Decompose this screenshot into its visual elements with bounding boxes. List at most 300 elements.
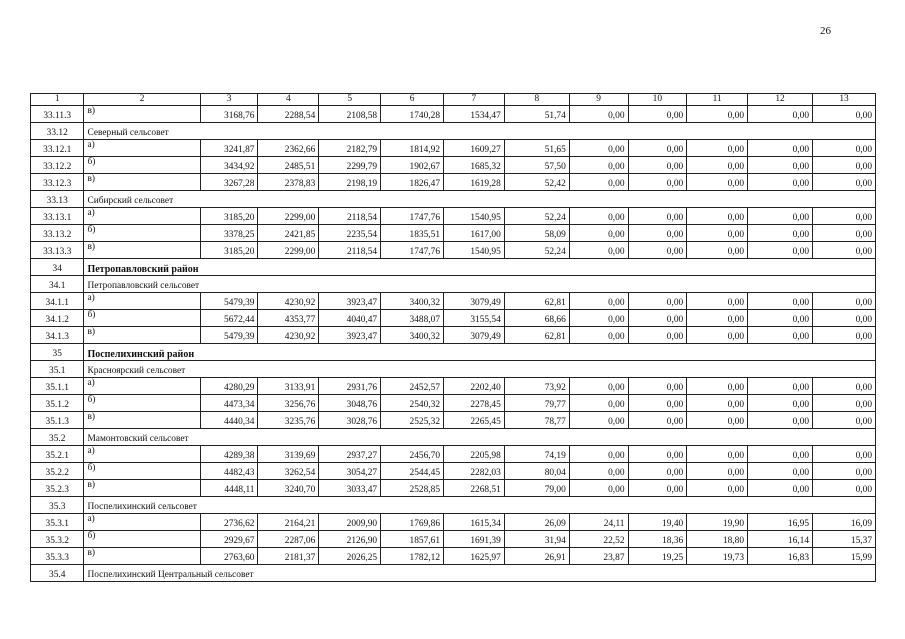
value-cell: 0,00 — [813, 463, 876, 480]
section-code: 35.2 — [31, 429, 84, 446]
value-cell: 68,66 — [504, 310, 569, 327]
section-name: Петропавловский район — [84, 259, 876, 276]
value-cell: 3241,87 — [200, 140, 258, 157]
column-header: 7 — [444, 94, 505, 106]
value-cell: 0,00 — [687, 480, 748, 497]
table-row — [31, 310, 876, 327]
value-cell: 31,94 — [504, 531, 569, 548]
row-code: 35.1.3 — [31, 412, 84, 429]
section-name: Сибирский сельсовет — [84, 191, 876, 208]
value-cell: 74,19 — [504, 446, 569, 463]
row-label: б) — [84, 157, 200, 174]
value-cell: 3139,69 — [258, 446, 319, 463]
value-cell: 1769,86 — [381, 514, 444, 531]
value-cell: 2026,25 — [319, 548, 381, 565]
value-cell: 1625,97 — [444, 548, 505, 565]
row-code: 35.3.2 — [31, 531, 84, 548]
value-cell: 0,00 — [628, 446, 687, 463]
value-cell: 0,00 — [748, 378, 813, 395]
value-cell: 0,00 — [569, 310, 628, 327]
value-cell: 5672,44 — [200, 310, 258, 327]
row-code: 35.2.2 — [31, 463, 84, 480]
table-row — [31, 225, 876, 242]
value-cell: 0,00 — [813, 310, 876, 327]
section-row — [31, 344, 876, 361]
value-cell: 80,04 — [504, 463, 569, 480]
value-cell: 4473,34 — [200, 395, 258, 412]
value-cell: 2205,98 — [444, 446, 505, 463]
value-cell: 24,11 — [569, 514, 628, 531]
value-cell: 3079,49 — [444, 293, 505, 310]
value-cell: 2282,03 — [444, 463, 505, 480]
value-cell: 52,24 — [504, 208, 569, 225]
value-cell: 2456,70 — [381, 446, 444, 463]
table-row — [31, 412, 876, 429]
value-cell: 0,00 — [569, 480, 628, 497]
value-cell: 0,00 — [628, 310, 687, 327]
value-cell: 0,00 — [628, 225, 687, 242]
value-cell: 0,00 — [813, 225, 876, 242]
row-code: 33.13.2 — [31, 225, 84, 242]
value-cell: 4482,43 — [200, 463, 258, 480]
value-cell: 3168,76 — [200, 106, 258, 123]
row-code: 33.12.3 — [31, 174, 84, 191]
value-cell: 0,00 — [569, 395, 628, 412]
value-cell: 3262,54 — [258, 463, 319, 480]
column-header: 2 — [84, 94, 200, 106]
value-cell: 4448,11 — [200, 480, 258, 497]
value-cell: 1835,51 — [381, 225, 444, 242]
value-cell: 2299,00 — [258, 208, 319, 225]
value-cell: 51,74 — [504, 106, 569, 123]
row-label: в) — [84, 174, 200, 191]
value-cell: 0,00 — [569, 378, 628, 395]
value-cell: 1609,27 — [444, 140, 505, 157]
value-cell: 22,52 — [569, 531, 628, 548]
value-cell: 2421,85 — [258, 225, 319, 242]
value-cell: 2164,21 — [258, 514, 319, 531]
value-cell: 0,00 — [748, 395, 813, 412]
section-code: 35 — [31, 344, 84, 361]
value-cell: 15,37 — [813, 531, 876, 548]
table-row — [31, 327, 876, 344]
value-cell: 4353,77 — [258, 310, 319, 327]
row-code: 34.1.2 — [31, 310, 84, 327]
value-cell: 4289,38 — [200, 446, 258, 463]
value-cell: 3488,07 — [381, 310, 444, 327]
section-name: Поспелихинский сельсовет — [84, 497, 876, 514]
value-cell: 0,00 — [628, 208, 687, 225]
row-label: а) — [84, 208, 200, 225]
value-cell: 0,00 — [748, 140, 813, 157]
value-cell: 19,40 — [628, 514, 687, 531]
value-cell: 0,00 — [748, 225, 813, 242]
value-cell: 0,00 — [813, 480, 876, 497]
value-cell: 2278,45 — [444, 395, 505, 412]
value-cell: 1540,95 — [444, 242, 505, 259]
value-cell: 0,00 — [748, 157, 813, 174]
value-cell: 0,00 — [813, 157, 876, 174]
value-cell: 0,00 — [628, 140, 687, 157]
value-cell: 0,00 — [748, 463, 813, 480]
value-cell: 2937,27 — [319, 446, 381, 463]
row-label: в) — [84, 106, 200, 123]
value-cell: 2268,51 — [444, 480, 505, 497]
row-code: 34.1.3 — [31, 327, 84, 344]
value-cell: 1691,39 — [444, 531, 505, 548]
value-cell: 18,80 — [687, 531, 748, 548]
value-cell: 3133,91 — [258, 378, 319, 395]
value-cell: 0,00 — [748, 412, 813, 429]
value-cell: 0,00 — [687, 157, 748, 174]
value-cell: 58,09 — [504, 225, 569, 242]
row-code: 35.1.1 — [31, 378, 84, 395]
section-row — [31, 276, 876, 293]
value-cell: 3048,76 — [319, 395, 381, 412]
value-cell: 1826,47 — [381, 174, 444, 191]
value-cell: 5479,39 — [200, 327, 258, 344]
value-cell: 2931,76 — [319, 378, 381, 395]
table-row — [31, 480, 876, 497]
value-cell: 0,00 — [569, 293, 628, 310]
value-cell: 0,00 — [748, 242, 813, 259]
value-cell: 2929,67 — [200, 531, 258, 548]
value-cell: 0,00 — [628, 242, 687, 259]
value-cell: 2265,45 — [444, 412, 505, 429]
value-cell: 0,00 — [628, 480, 687, 497]
row-label: б) — [84, 310, 200, 327]
row-label: а) — [84, 293, 200, 310]
value-cell: 3155,54 — [444, 310, 505, 327]
row-label: б) — [84, 463, 200, 480]
table-body — [31, 94, 876, 582]
row-code: 33.12.1 — [31, 140, 84, 157]
section-code: 33.13 — [31, 191, 84, 208]
value-cell: 0,00 — [813, 378, 876, 395]
section-name: Петропавловский сельсовет — [84, 276, 876, 293]
table-row — [31, 174, 876, 191]
value-cell: 2540,32 — [381, 395, 444, 412]
value-cell: 0,00 — [687, 395, 748, 412]
section-row — [31, 361, 876, 378]
value-cell: 0,00 — [628, 395, 687, 412]
value-cell: 2288,54 — [258, 106, 319, 123]
value-cell: 0,00 — [569, 140, 628, 157]
value-cell: 2108,58 — [319, 106, 381, 123]
value-cell: 19,90 — [687, 514, 748, 531]
value-cell: 1902,67 — [381, 157, 444, 174]
value-cell: 15,99 — [813, 548, 876, 565]
section-code: 35.1 — [31, 361, 84, 378]
value-cell: 1619,28 — [444, 174, 505, 191]
value-cell: 0,00 — [748, 327, 813, 344]
value-cell: 4230,92 — [258, 327, 319, 344]
column-header: 3 — [200, 94, 258, 106]
value-cell: 0,00 — [628, 327, 687, 344]
value-cell: 3033,47 — [319, 480, 381, 497]
row-code: 33.11.3 — [31, 106, 84, 123]
table-row — [31, 446, 876, 463]
column-header: 1 — [31, 94, 84, 106]
row-code: 35.2.1 — [31, 446, 84, 463]
value-cell: 3923,47 — [319, 293, 381, 310]
table-row — [31, 463, 876, 480]
value-cell: 1747,76 — [381, 242, 444, 259]
value-cell: 0,00 — [628, 293, 687, 310]
column-header: 9 — [569, 94, 628, 106]
column-header: 4 — [258, 94, 319, 106]
row-label: а) — [84, 514, 200, 531]
value-cell: 2202,40 — [444, 378, 505, 395]
row-label: в) — [84, 548, 200, 565]
value-cell: 2287,06 — [258, 531, 319, 548]
value-cell: 16,14 — [748, 531, 813, 548]
value-cell: 51,65 — [504, 140, 569, 157]
value-cell: 79,00 — [504, 480, 569, 497]
value-cell: 0,00 — [687, 327, 748, 344]
column-header: 5 — [319, 94, 381, 106]
table-row — [31, 242, 876, 259]
value-cell: 26,91 — [504, 548, 569, 565]
value-cell: 2362,66 — [258, 140, 319, 157]
value-cell: 1534,47 — [444, 106, 505, 123]
section-row — [31, 259, 876, 276]
value-cell: 3400,32 — [381, 293, 444, 310]
value-cell: 2452,57 — [381, 378, 444, 395]
value-cell: 3054,27 — [319, 463, 381, 480]
value-cell: 1617,00 — [444, 225, 505, 242]
section-name: Мамонтовский сельсовет — [84, 429, 876, 446]
value-cell: 0,00 — [813, 174, 876, 191]
value-cell: 3378,25 — [200, 225, 258, 242]
row-code: 33.12.2 — [31, 157, 84, 174]
value-cell: 0,00 — [813, 208, 876, 225]
value-cell: 0,00 — [687, 293, 748, 310]
value-cell: 0,00 — [569, 174, 628, 191]
value-cell: 0,00 — [569, 106, 628, 123]
value-cell: 2525,32 — [381, 412, 444, 429]
table-row — [31, 157, 876, 174]
value-cell: 23,87 — [569, 548, 628, 565]
row-label: в) — [84, 242, 200, 259]
section-name: Красноярский сельсовет — [84, 361, 876, 378]
table-row — [31, 395, 876, 412]
value-cell: 0,00 — [569, 327, 628, 344]
row-code: 33.13.1 — [31, 208, 84, 225]
row-label: б) — [84, 225, 200, 242]
value-cell: 3079,49 — [444, 327, 505, 344]
row-code: 35.3.3 — [31, 548, 84, 565]
value-cell: 26,09 — [504, 514, 569, 531]
value-cell: 2126,90 — [319, 531, 381, 548]
value-cell: 79,77 — [504, 395, 569, 412]
value-cell: 0,00 — [813, 327, 876, 344]
value-cell: 1782,12 — [381, 548, 444, 565]
value-cell: 16,09 — [813, 514, 876, 531]
row-label: а) — [84, 446, 200, 463]
value-cell: 0,00 — [569, 157, 628, 174]
column-header: 13 — [813, 94, 876, 106]
section-code: 33.12 — [31, 123, 84, 140]
value-cell: 1857,61 — [381, 531, 444, 548]
value-cell: 2118,54 — [319, 242, 381, 259]
value-cell: 2485,51 — [258, 157, 319, 174]
value-cell: 3256,76 — [258, 395, 319, 412]
section-code: 35.4 — [31, 565, 84, 582]
value-cell: 0,00 — [813, 412, 876, 429]
row-label: в) — [84, 480, 200, 497]
value-cell: 0,00 — [628, 412, 687, 429]
value-cell: 0,00 — [813, 446, 876, 463]
section-code: 35.3 — [31, 497, 84, 514]
column-header: 11 — [687, 94, 748, 106]
table-row — [31, 548, 876, 565]
table-row — [31, 378, 876, 395]
value-cell: 2235,54 — [319, 225, 381, 242]
value-cell: 1615,34 — [444, 514, 505, 531]
row-code: 35.1.2 — [31, 395, 84, 412]
tariff-table — [30, 93, 876, 582]
table-row — [31, 531, 876, 548]
value-cell: 0,00 — [813, 242, 876, 259]
row-label: в) — [84, 327, 200, 344]
row-label: б) — [84, 395, 200, 412]
value-cell: 3240,70 — [258, 480, 319, 497]
value-cell: 3235,76 — [258, 412, 319, 429]
value-cell: 4230,92 — [258, 293, 319, 310]
value-cell: 0,00 — [813, 293, 876, 310]
value-cell: 0,00 — [748, 310, 813, 327]
row-label: б) — [84, 531, 200, 548]
section-name: Поспелихинский район — [84, 344, 876, 361]
section-code: 34.1 — [31, 276, 84, 293]
value-cell: 0,00 — [813, 140, 876, 157]
value-cell: 52,24 — [504, 242, 569, 259]
value-cell: 78,77 — [504, 412, 569, 429]
table-row — [31, 140, 876, 157]
value-cell: 0,00 — [628, 174, 687, 191]
value-cell: 4440,34 — [200, 412, 258, 429]
value-cell: 0,00 — [687, 378, 748, 395]
value-cell: 0,00 — [687, 446, 748, 463]
value-cell: 3434,92 — [200, 157, 258, 174]
value-cell: 0,00 — [687, 310, 748, 327]
value-cell: 2299,00 — [258, 242, 319, 259]
value-cell: 62,81 — [504, 293, 569, 310]
value-cell: 0,00 — [748, 480, 813, 497]
value-cell: 3185,20 — [200, 208, 258, 225]
value-cell: 3400,32 — [381, 327, 444, 344]
value-cell: 0,00 — [628, 463, 687, 480]
value-cell: 0,00 — [687, 463, 748, 480]
value-cell: 0,00 — [687, 242, 748, 259]
value-cell: 0,00 — [748, 106, 813, 123]
value-cell: 1814,92 — [381, 140, 444, 157]
value-cell: 18,36 — [628, 531, 687, 548]
value-cell: 0,00 — [748, 174, 813, 191]
value-cell: 16,83 — [748, 548, 813, 565]
table-row — [31, 293, 876, 310]
row-label: в) — [84, 412, 200, 429]
table-row — [31, 106, 876, 123]
column-header: 6 — [381, 94, 444, 106]
value-cell: 19,73 — [687, 548, 748, 565]
value-cell: 2378,83 — [258, 174, 319, 191]
value-cell: 4280,29 — [200, 378, 258, 395]
value-cell: 0,00 — [687, 140, 748, 157]
value-cell: 0,00 — [813, 106, 876, 123]
value-cell: 2299,79 — [319, 157, 381, 174]
column-header: 8 — [504, 94, 569, 106]
value-cell: 0,00 — [687, 412, 748, 429]
value-cell: 2198,19 — [319, 174, 381, 191]
section-row — [31, 191, 876, 208]
value-cell: 0,00 — [569, 463, 628, 480]
row-code: 33.13.3 — [31, 242, 84, 259]
value-cell: 0,00 — [687, 225, 748, 242]
value-cell: 0,00 — [569, 446, 628, 463]
value-cell: 0,00 — [813, 395, 876, 412]
value-cell: 2182,79 — [319, 140, 381, 157]
value-cell: 2736,62 — [200, 514, 258, 531]
value-cell: 4040,47 — [319, 310, 381, 327]
value-cell: 3185,20 — [200, 242, 258, 259]
value-cell: 52,42 — [504, 174, 569, 191]
table-row — [31, 514, 876, 531]
value-cell: 57,50 — [504, 157, 569, 174]
row-label: а) — [84, 140, 200, 157]
value-cell: 2181,37 — [258, 548, 319, 565]
value-cell: 0,00 — [628, 378, 687, 395]
value-cell: 0,00 — [687, 106, 748, 123]
section-row — [31, 123, 876, 140]
column-header: 12 — [748, 94, 813, 106]
section-name: Поспелихинский Центральный сельсовет — [84, 565, 876, 582]
section-row — [31, 565, 876, 582]
row-code: 35.3.1 — [31, 514, 84, 531]
value-cell: 2763,60 — [200, 548, 258, 565]
value-cell: 0,00 — [569, 412, 628, 429]
value-cell: 1685,32 — [444, 157, 505, 174]
row-code: 35.2.3 — [31, 480, 84, 497]
section-row — [31, 429, 876, 446]
value-cell: 0,00 — [569, 208, 628, 225]
row-label: а) — [84, 378, 200, 395]
column-header: 10 — [628, 94, 687, 106]
value-cell: 0,00 — [569, 225, 628, 242]
page-number: 26 — [820, 25, 831, 37]
value-cell: 73,92 — [504, 378, 569, 395]
value-cell: 3267,28 — [200, 174, 258, 191]
value-cell: 3028,76 — [319, 412, 381, 429]
value-cell: 0,00 — [748, 446, 813, 463]
value-cell: 0,00 — [628, 106, 687, 123]
section-code: 34 — [31, 259, 84, 276]
value-cell: 16,95 — [748, 514, 813, 531]
value-cell: 0,00 — [569, 242, 628, 259]
value-cell: 3923,47 — [319, 327, 381, 344]
value-cell: 1540,95 — [444, 208, 505, 225]
section-name: Северный сельсовет — [84, 123, 876, 140]
value-cell: 1740,28 — [381, 106, 444, 123]
value-cell: 0,00 — [748, 208, 813, 225]
value-cell: 2009,90 — [319, 514, 381, 531]
section-row — [31, 497, 876, 514]
value-cell: 0,00 — [687, 208, 748, 225]
value-cell: 5479,39 — [200, 293, 258, 310]
value-cell: 62,81 — [504, 327, 569, 344]
table-header-row — [31, 94, 876, 106]
